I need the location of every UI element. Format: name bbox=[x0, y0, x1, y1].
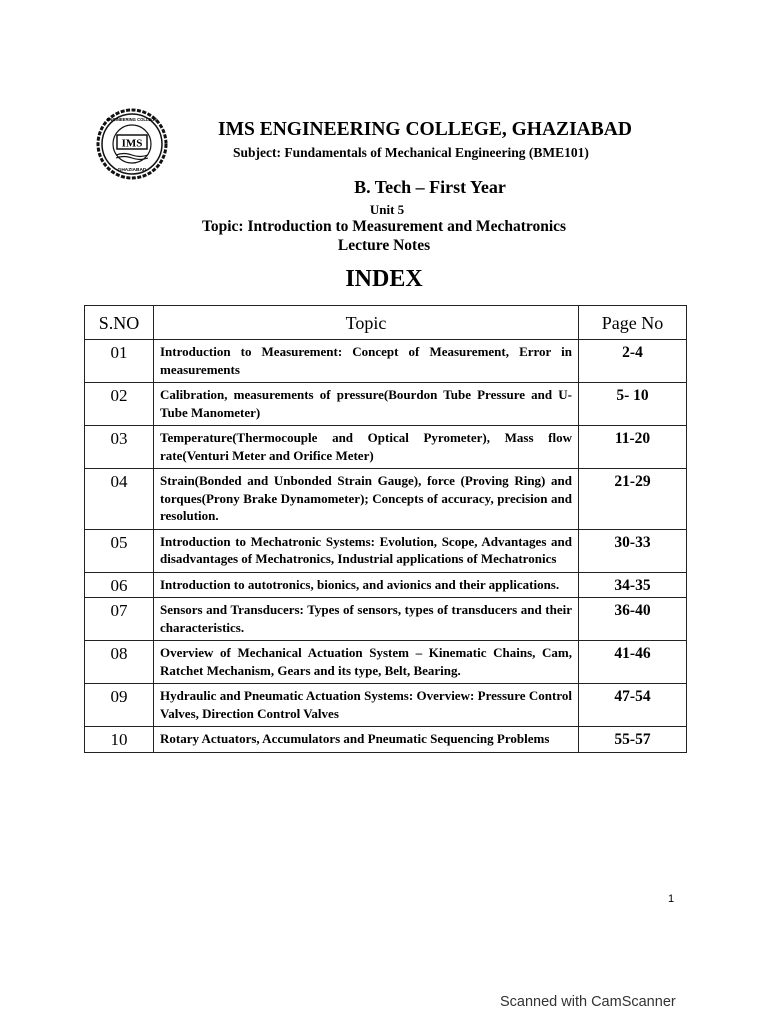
row-pages: 36-40 bbox=[579, 598, 687, 641]
unit-label: Unit 5 bbox=[369, 202, 405, 217]
row-pages: 55-57 bbox=[579, 727, 687, 753]
table-row bbox=[85, 572, 687, 598]
row-topic: Introduction to Measurement: Concept of Measurement, Error in measurements bbox=[154, 340, 579, 383]
row-sno: 02 bbox=[85, 383, 154, 426]
row-sno: 01 bbox=[85, 340, 154, 383]
row-sno: 05 bbox=[85, 529, 154, 572]
row-topic: Hydraulic and Pneumatic Actuation Systems: Overview: Pressure Control Valves, Direction Control Valves bbox=[154, 684, 579, 727]
table-row bbox=[85, 727, 687, 753]
table-row bbox=[85, 641, 687, 684]
table-header-row bbox=[85, 306, 687, 340]
row-pages: 5- 10 bbox=[579, 383, 687, 426]
topic-title: Topic: Introduction to Measurement and Mechatronics bbox=[201, 218, 567, 235]
logo-ring-bottom: GHAZIABAD bbox=[117, 168, 147, 173]
college-name: IMS ENGINEERING COLLEGE, GHAZIABAD bbox=[218, 119, 632, 140]
row-pages: 11-20 bbox=[579, 426, 687, 469]
course-title: B. Tech – First Year bbox=[354, 177, 506, 197]
subject-line: Subject: Fundamentals of Mechanical Engineering (BME101) bbox=[233, 145, 589, 160]
column-header-page-no: Page No bbox=[579, 306, 687, 340]
row-sno: 06 bbox=[85, 572, 154, 598]
row-topic: Calibration, measurements of pressure(Bourdon Tube Pressure and U-Tube Manometer) bbox=[154, 383, 579, 426]
row-sno: 03 bbox=[85, 426, 154, 469]
row-pages: 30-33 bbox=[579, 529, 687, 572]
column-header-topic: Topic bbox=[154, 306, 579, 340]
row-pages: 47-54 bbox=[579, 684, 687, 727]
row-pages: 34-35 bbox=[579, 572, 687, 598]
row-topic: Rotary Actuators, Accumulators and Pneumatic Sequencing Problems bbox=[154, 727, 579, 753]
row-sno: 09 bbox=[85, 684, 154, 727]
row-pages: 21-29 bbox=[579, 469, 687, 530]
lecture-notes-label: Lecture Notes bbox=[337, 237, 431, 254]
index-table bbox=[84, 305, 687, 753]
table-row bbox=[85, 383, 687, 426]
table-row bbox=[85, 469, 687, 530]
index-heading: INDEX bbox=[345, 266, 423, 292]
logo-ring-top: ENGINEERING COLLEGE bbox=[106, 117, 158, 122]
camscanner-watermark: Scanned with CamScanner bbox=[500, 994, 676, 1010]
table-row bbox=[85, 598, 687, 641]
table-row bbox=[85, 426, 687, 469]
row-topic: Introduction to Mechatronic Systems: Evolution, Scope, Advantages and disadvantages of Mechatronics, Industrial applications of Mechatronics bbox=[154, 529, 579, 572]
row-topic: Sensors and Transducers: Types of sensors, types of transducers and their characteristics. bbox=[154, 598, 579, 641]
row-pages: 41-46 bbox=[579, 641, 687, 684]
row-sno: 04 bbox=[85, 469, 154, 530]
row-topic: Strain(Bonded and Unbonded Strain Gauge), force (Proving Ring) and torques(Prony Brake Dynamometer); Concepts of accuracy, precision and resolution. bbox=[154, 469, 579, 530]
table-row bbox=[85, 340, 687, 383]
row-topic: Overview of Mechanical Actuation System – Kinematic Chains, Cam, Ratchet Mechanism, Gears and its type, Belt, Bearing. bbox=[154, 641, 579, 684]
row-sno: 10 bbox=[85, 727, 154, 753]
page-number: 1 bbox=[668, 893, 675, 905]
row-pages: 2-4 bbox=[579, 340, 687, 383]
table-row bbox=[85, 529, 687, 572]
row-topic: Temperature(Thermocouple and Optical Pyrometer), Mass flow rate(Venturi Meter and Orifice Meter) bbox=[154, 426, 579, 469]
logo-text: IMS bbox=[121, 137, 143, 150]
table-row bbox=[85, 684, 687, 727]
row-topic: Introduction to autotronics, bionics, and avionics and their applications. bbox=[154, 572, 579, 598]
row-sno: 08 bbox=[85, 641, 154, 684]
row-sno: 07 bbox=[85, 598, 154, 641]
college-logo bbox=[96, 108, 168, 180]
column-header-sno: S.NO bbox=[85, 306, 154, 340]
